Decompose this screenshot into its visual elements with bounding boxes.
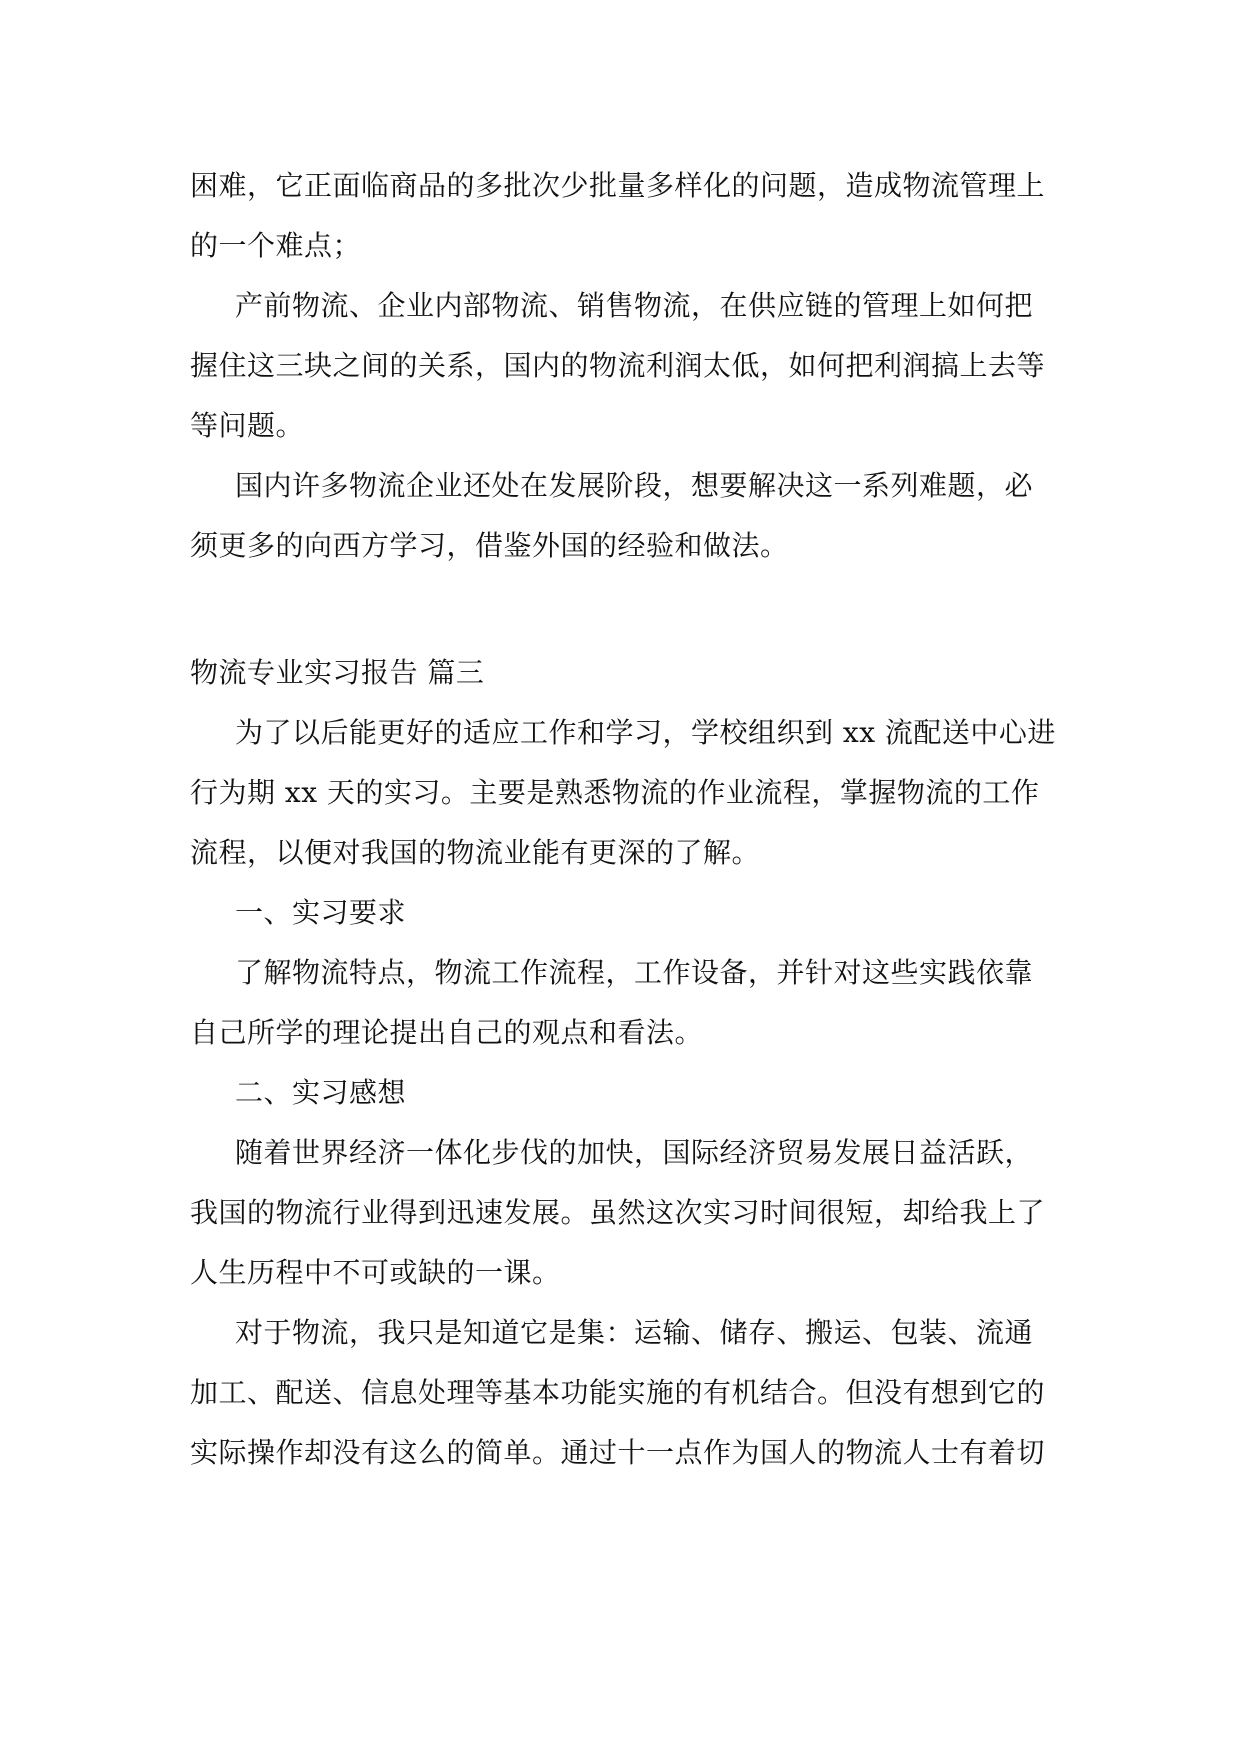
paragraph-line: 加工、配送、信息处理等基本功能实施的有机结合。但没有想到它的 [190, 1376, 1046, 1409]
paragraph-line: 困难，它正面临商品的多批次少批量多样化的问题，造成物流管理上 [190, 169, 1046, 202]
paragraph-line: 我国的物流行业得到迅速发展。虽然这次实习时间很短，却给我上了 [190, 1196, 1046, 1229]
section-three [190, 643, 1070, 1483]
paragraph-line: 人生历程中不可或缺的一课。 [190, 1256, 561, 1289]
paragraph-line: 的一个难点； [190, 229, 362, 262]
paragraph-line: 流程，以便对我国的物流业能有更深的了解。 [190, 836, 761, 869]
paragraph-line: 等问题。 [190, 409, 305, 442]
paragraph-line: 随着世界经济一体化步伐的加快，国际经济贸易发展日益活跃， [235, 1136, 1034, 1169]
subheading-feelings: 二、实习感想 [235, 1076, 407, 1109]
section-title: 物流专业实习报告 篇三 [190, 656, 485, 689]
continued-text [190, 156, 1070, 576]
paragraph-line: 行为期 xx 天的实习。主要是熟悉物流的作业流程，掌握物流的工作 [190, 776, 1040, 809]
paragraph-line: 自己所学的理论提出自己的观点和看法。 [190, 1016, 704, 1049]
paragraph-line: 了解物流特点，物流工作流程，工作设备，并针对这些实践依靠 [235, 956, 1034, 989]
paragraph-line: 产前物流、企业内部物流、销售物流，在供应链的管理上如何把 [235, 289, 1034, 322]
paragraph-line: 须更多的向西方学习，借鉴外国的经验和做法。 [190, 529, 789, 562]
paragraph-line: 实际操作却没有这么的简单。通过十一点作为国人的物流人士有着切 [190, 1436, 1046, 1469]
paragraph-line: 为了以后能更好的适应工作和学习，学校组织到 xx 流配送中心进 [235, 716, 1056, 749]
subheading-requirements: 一、实习要求 [235, 896, 407, 929]
paragraph-line: 国内许多物流企业还处在发展阶段，想要解决这一系列难题，必 [235, 469, 1034, 502]
paragraph-line: 握住这三块之间的关系，国内的物流利润太低，如何把利润搞上去等 [190, 349, 1046, 382]
paragraph-line: 对于物流，我只是知道它是集：运输、储存、搬运、包装、流通 [235, 1316, 1034, 1349]
